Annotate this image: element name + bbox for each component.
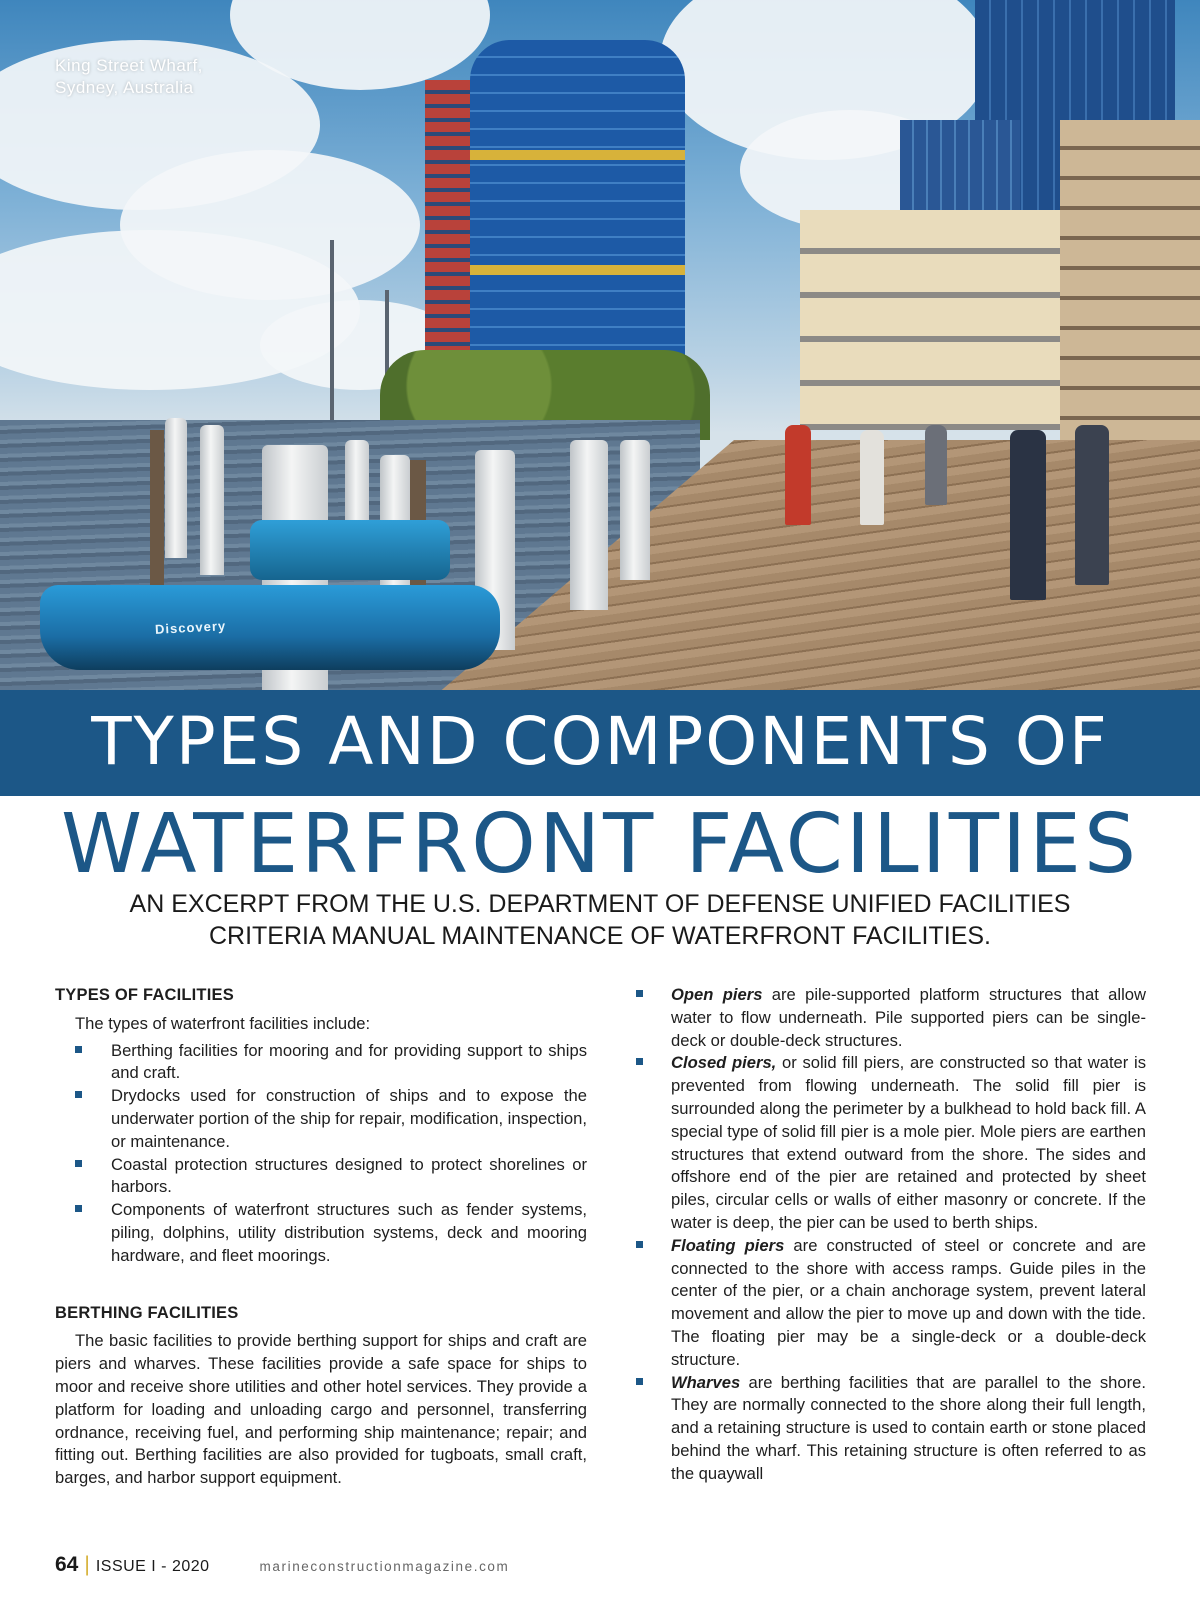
boat-label: Discovery [154, 618, 227, 637]
square-bullet-icon [75, 1160, 82, 1167]
definition: are pile-supported platform structures that allow water to flow underneath. Pile supported piers can be single-deck or double-deck structures. [671, 985, 1146, 1050]
right-column [636, 984, 1146, 1486]
facility-types-list [55, 1040, 587, 1268]
square-bullet-icon [636, 1058, 643, 1065]
title-line-2: WATERFRONT FACILITIES [60, 797, 1140, 892]
section-heading: TYPES OF FACILITIES [55, 986, 234, 1004]
hero-photo [0, 0, 1200, 700]
caption-line: Sydney, Australia [55, 78, 194, 97]
boat [40, 585, 500, 670]
definition: are berthing facilities that are parallel to the shore. They are normally connected to the shore along their full length, and a retaining structure is used to contain earth or stone placed behind the wharf. This retaining structure is often referred to as the quaywall [671, 1372, 1146, 1483]
intro-text: The types of waterfront facilities include: [75, 1013, 371, 1033]
pile [165, 418, 187, 558]
term: Floating piers [671, 1235, 785, 1255]
issue-label: ISSUE I - 2020 [95, 1558, 210, 1575]
pile [620, 440, 650, 580]
definition: are constructed of steel or concrete and are connected to the shore with access ramps. Guide piles in the center of the pier, or a chain anchorage system, prevent lateral movement and allow the pier to move up and down with the tide. The floating pier may be a single-deck or a double-deck structure. [671, 1235, 1146, 1369]
photo-caption [55, 55, 203, 99]
square-bullet-icon [636, 990, 643, 997]
person [925, 425, 947, 505]
pile-post [150, 430, 164, 600]
tower-band [470, 265, 685, 275]
square-bullet-icon [75, 1046, 82, 1053]
list-item [636, 984, 1146, 1052]
list-item [55, 1085, 587, 1153]
subtitle-line: CRITERIA MANUAL MAINTENANCE OF WATERFRONT FACILITIES. [208, 922, 992, 950]
square-bullet-icon [636, 1241, 643, 1248]
term: Closed piers, [671, 1053, 777, 1073]
pile [200, 425, 224, 575]
pier-types-list [636, 984, 1146, 1486]
tower-band [470, 150, 685, 160]
list-item-text: Coastal protection structures designed to protect shorelines or harbors. [111, 1154, 587, 1197]
square-bullet-icon [636, 1378, 643, 1385]
list-item [636, 1372, 1146, 1486]
page-number: 64 [55, 1553, 79, 1576]
footer-divider: | [84, 1553, 90, 1576]
list-item [55, 1199, 587, 1267]
list-item [55, 1154, 587, 1200]
caption-line: King Street Wharf, [55, 56, 203, 75]
section-heading: BERTHING FACILITIES [55, 1303, 239, 1322]
page-footer [55, 1553, 509, 1583]
subtitle [60, 888, 1140, 952]
square-bullet-icon [75, 1205, 82, 1212]
title-line-1: TYPES AND COMPONENTS OF [91, 703, 1109, 780]
paragraph: The basic facilities to provide berthing support for ships and craft are piers and wharves. These facilities provide a safe space for ships to moor and receive shore utilities and other hotel services. They provide a platform for loading and unloading cargo and personnel, transferring ordnance, receiving fuel, and performing ship maintenance; repair; and fitting out. Berthing facilities are also provided for tugboats, small craft, barges, and harbor support equipment. [55, 1331, 587, 1488]
water-taxi [250, 520, 450, 580]
glass-tower-main [470, 40, 685, 370]
person [1075, 425, 1109, 585]
list-item [55, 1040, 587, 1086]
website-link[interactable]: marineconstructionmagazine.com [259, 1559, 510, 1574]
person [860, 430, 884, 525]
person [785, 425, 811, 525]
square-bullet-icon [75, 1091, 82, 1098]
list-item-text: Drydocks used for construction of ships and to expose the underwater portion of the ship for repair, modification, inspection, or maintenance. [111, 1086, 587, 1151]
term: Open piers [671, 985, 763, 1004]
subtitle-line: AN EXCERPT FROM THE U.S. DEPARTMENT OF DEFENSE UNIFIED FACILITIES [129, 890, 1071, 918]
definition: or solid fill piers, are constructed so that water is prevented from flowing underneath. The solid fill pier is surrounded along the perimeter by a bulkhead to hold back fill. A special type of solid fill pier is a mole pier. Mole piers are earthen structures that extend outward from the shore. The sides and offshore end of the pier are retained and protected by sheet piles, circular cells or walls of either masonry or concrete. If the water is deep, the pier can be used to berth ships. [671, 1053, 1146, 1232]
person [1010, 430, 1046, 600]
crane [330, 240, 334, 420]
list-item [636, 1052, 1146, 1234]
term: Wharves [671, 1372, 741, 1392]
list-item-text: Components of waterfront structures such as fender systems, piling, dolphins, utility distribution systems, deck and mooring hardware, and fleet moorings. [111, 1200, 587, 1265]
pile [570, 440, 608, 610]
list-item-text: Berthing facilities for mooring and for providing support to ships and craft. [111, 1040, 587, 1083]
building-right [1060, 120, 1200, 450]
left-column [55, 984, 587, 1490]
list-item [636, 1235, 1146, 1372]
